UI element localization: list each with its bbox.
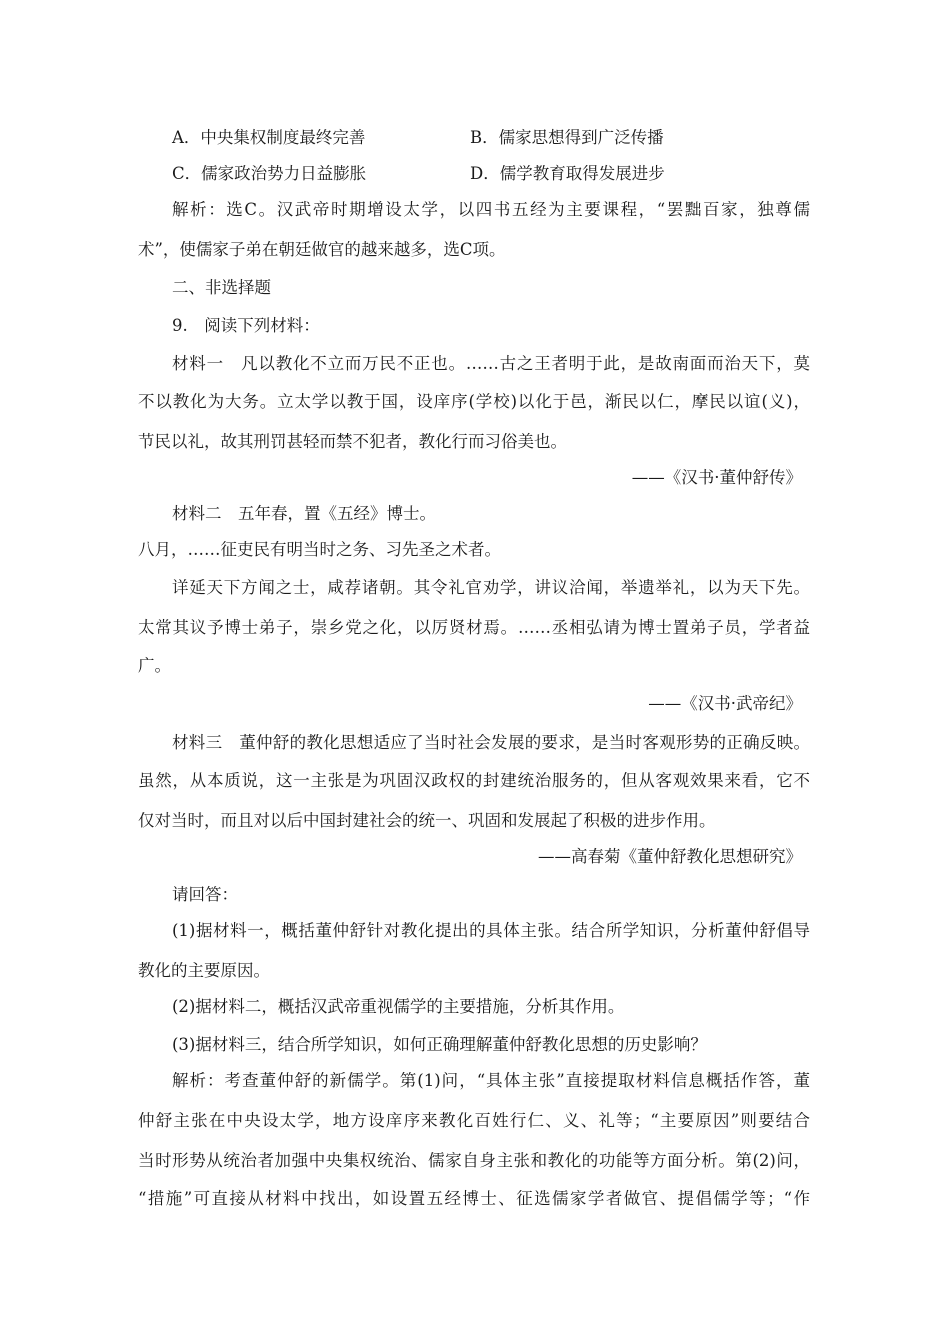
analysis-8-line-1: 解析：选C。汉武帝时期增设太学，以四书五经为主要课程，“罢黜百家，独尊儒: [172, 200, 810, 219]
analysis-9-line-3: 当时形势从统治者加强中央集权统治、儒家自身主张和教化的功能等方面分析。第(2)问，: [138, 1151, 810, 1170]
question-2: (2)据材料二，概括汉武帝重视儒学的主要措施，分析其作用。: [172, 997, 625, 1016]
analysis-9-line-1: 解析：考查董仲舒的新儒学。第(1)问，“具体主张”直接提取材料信息概括作答，董: [172, 1071, 810, 1090]
material-3-line-2: 虽然，从本质说，这一主张是为巩固汉政权的封建统治服务的，但从客观效果来看，它不: [138, 771, 810, 790]
option-d: D．儒学教育取得发展进步: [470, 164, 665, 183]
question-9-title: 9. 阅读下列材料：: [172, 316, 320, 335]
ask-label: 请回答：: [172, 885, 238, 904]
material-1-line-3: 节民以礼，故其刑罚甚轻而禁不犯者，教化行而习俗美也。: [138, 432, 567, 451]
material-2-source: ——《汉书·武帝纪》: [648, 694, 802, 713]
material-3-source: ——高春菊《董仲舒教化思想研究》: [538, 847, 802, 866]
material-1-line-1: 材料一 凡以教化不立而万民不正也。……古之王者明于此，是故南面而治天下，莫: [172, 354, 810, 373]
option-c: C．儒家政治势力日益膨胀: [172, 164, 367, 183]
material-2-line-4: 太常其议予博士弟子，崇乡党之化，以厉贤材焉。……丞相弘请为博士置弟子员，学者益: [138, 618, 810, 637]
question-1-line-1: (1)据材料一，概括董仲舒针对教化提出的具体主张。结合所学知识，分析董仲舒倡导: [172, 921, 810, 940]
material-3-line-1: 材料三 董仲舒的教化思想适应了当时社会发展的要求，是当时客观形势的正确反映。: [172, 733, 810, 752]
option-a: A．中央集权制度最终完善: [172, 128, 366, 147]
analysis-8-line-2: 术”，使儒家子弟在朝廷做官的越来越多，选C项。: [138, 240, 506, 259]
material-1-source: ——《汉书·董仲舒传》: [631, 468, 802, 487]
material-2-line-2: 八月，……征吏民有明当时之务、习先圣之术者。: [138, 540, 501, 559]
material-2-line-5: 广。: [138, 656, 171, 675]
analysis-9-line-2: 仲舒主张在中央设太学，地方设庠序来教化百姓行仁、义、礼等；“主要原因”则要结合: [138, 1111, 810, 1130]
analysis-9-line-4: “措施”可直接从材料中找出，如设置五经博士、征选儒家学者做官、提倡儒学等；“作: [138, 1189, 810, 1208]
material-2-line-1: 材料二 五年春，置《五经》博士。: [172, 504, 436, 523]
material-3-line-3: 仅对当时，而且对以后中国封建社会的统一、巩固和发展起了积极的进步作用。: [138, 811, 716, 830]
material-1-line-2: 不以教化为大务。立太学以教于国，设庠序(学校)以化于邑，渐民以仁，摩民以谊(义)，: [138, 392, 810, 411]
option-b: B．儒家思想得到广泛传播: [470, 128, 664, 147]
question-1-line-2: 教化的主要原因。: [138, 961, 270, 980]
material-2-line-3: 详延天下方闻之士，咸荐诸朝。其令礼官劝学，讲议洽闻，举遗举礼，以为天下先。: [172, 578, 810, 597]
question-3: (3)据材料三，结合所学知识，如何正确理解董仲舒教化思想的历史影响？: [172, 1035, 707, 1054]
section-title: 二、非选择题: [172, 278, 271, 297]
